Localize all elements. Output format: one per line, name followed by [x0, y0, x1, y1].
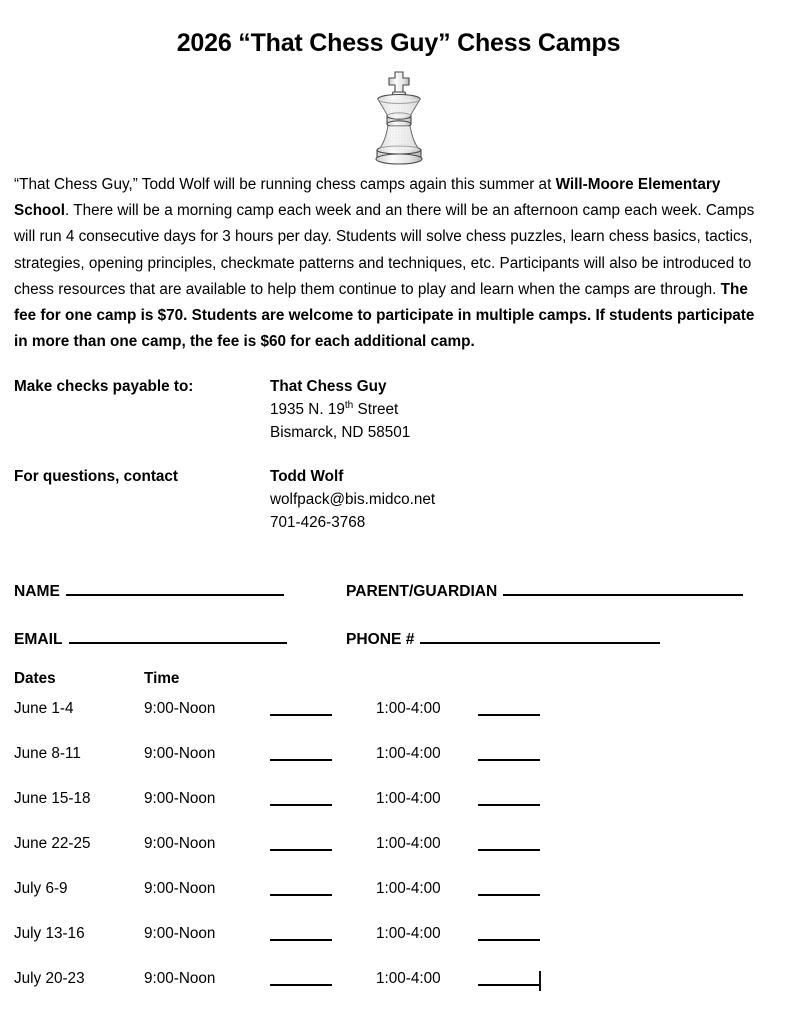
camp-dates: July 6-9 [14, 880, 68, 898]
page-title: 2026 “That Chess Guy” Chess Camps [176, 29, 621, 57]
camp-dates: July 13-16 [14, 925, 85, 943]
camp-dates: July 20-23 [14, 970, 85, 988]
schedule-row [14, 835, 797, 880]
camp-dates: June 1-4 [14, 700, 74, 718]
morning-session-time: 9:00-Noon [144, 790, 216, 808]
chess-king-illustration [0, 68, 797, 172]
camp-dates: June 15-18 [14, 790, 91, 808]
morning-signup-blank[interactable] [270, 745, 332, 766]
email-input-rule[interactable] [69, 628, 287, 643]
afternoon-signup-blank[interactable] [478, 925, 540, 946]
morning-session-time: 9:00-Noon [144, 880, 216, 898]
schedule-rows [14, 700, 797, 1015]
schedule-row [14, 700, 797, 745]
morning-signup-blank[interactable] [270, 700, 332, 721]
phone-field[interactable] [346, 628, 660, 648]
street-suffix: Street [353, 401, 399, 419]
phone-input-rule[interactable] [420, 628, 660, 643]
schedule-row [14, 925, 797, 970]
afternoon-signup-blank[interactable] [478, 970, 541, 991]
contact-label: For questions, contact [14, 468, 179, 486]
morning-signup-blank[interactable] [270, 790, 332, 811]
form-row-name [0, 580, 797, 628]
schedule-header-row [14, 670, 797, 700]
afternoon-session-time: 1:00-4:00 [376, 835, 441, 853]
afternoon-session-time: 1:00-4:00 [376, 700, 441, 718]
name-input-rule[interactable] [66, 580, 284, 595]
afternoon-session-time: 1:00-4:00 [376, 880, 441, 898]
contact-phone[interactable]: 701-426-3768 [270, 514, 366, 532]
email-label: EMAIL [14, 630, 63, 648]
camp-dates: June 22-25 [14, 835, 91, 853]
contact-email[interactable]: wolfpack@bis.midco.net [270, 491, 436, 509]
morning-session-time: 9:00-Noon [144, 835, 216, 853]
morning-session-time: 9:00-Noon [144, 745, 216, 763]
parent-guardian-field[interactable] [346, 580, 743, 600]
parent-label: PARENT/GUARDIAN [346, 582, 498, 600]
afternoon-session-time: 1:00-4:00 [376, 790, 441, 808]
intro-emphasis: Will-Moore Elementary School [14, 176, 721, 220]
morning-signup-blank[interactable] [270, 880, 332, 901]
payee-name: That Chess Guy [270, 378, 387, 396]
intro-text: “That Chess Guy,” Todd Wolf will be running chess camps again this summer at [14, 176, 556, 193]
intro-text: . There will be a morning camp each week and an there will be an afternoon camp each week. Camps will run 4 consecutive days for 3 hours per day. Students will solve chess puzzles, learn chess basics, tactics, strategies, opening principles, checkmate patterns and techniques, etc. Participants will also be introduced to chess resources that are available to help them continue to play and learn when the camps are through. [14, 202, 755, 298]
column-header-dates: Dates [14, 670, 56, 688]
payee-street [270, 398, 797, 421]
morning-signup-blank[interactable] [270, 925, 332, 946]
morning-session-time: 9:00-Noon [144, 700, 216, 718]
morning-session-time: 9:00-Noon [144, 970, 216, 988]
contact-block [0, 465, 797, 534]
name-field[interactable] [14, 580, 284, 600]
payment-block [0, 375, 797, 444]
payee-city-state-zip: Bismarck, ND 58501 [270, 424, 411, 442]
email-field[interactable] [14, 628, 287, 648]
street-number: 1935 N. 19 [270, 401, 345, 419]
contact-name: Todd Wolf [270, 468, 344, 486]
parent-input-rule[interactable] [503, 580, 743, 595]
schedule-row [14, 745, 797, 790]
afternoon-signup-blank[interactable] [478, 745, 540, 766]
afternoon-signup-blank[interactable] [478, 880, 540, 901]
column-header-time: Time [144, 670, 180, 688]
schedule-row [14, 880, 797, 925]
morning-session-time: 9:00-Noon [144, 925, 216, 943]
street-ordinal: th [344, 400, 354, 412]
afternoon-signup-blank[interactable] [478, 790, 540, 811]
phone-label: PHONE # [346, 630, 415, 648]
name-label: NAME [14, 582, 60, 600]
afternoon-session-time: 1:00-4:00 [376, 925, 441, 943]
afternoon-session-time: 1:00-4:00 [376, 745, 441, 763]
form-row-contact [0, 628, 797, 670]
afternoon-session-time: 1:00-4:00 [376, 970, 441, 988]
schedule-row [14, 970, 797, 1015]
schedule-row [14, 790, 797, 835]
text-cursor [539, 971, 541, 991]
intro-emphasis: The fee for one camp is $70. Students are welcome to participate in multiple camps. If students participate in more than one camp, the fee is $60 for each additional camp. [14, 280, 755, 351]
morning-signup-blank[interactable] [270, 835, 332, 856]
payment-label: Make checks payable to: [14, 378, 194, 396]
afternoon-signup-blank[interactable] [478, 835, 540, 856]
intro-paragraph [0, 172, 797, 355]
camp-dates: June 8-11 [14, 745, 81, 763]
camp-schedule [0, 670, 797, 1015]
afternoon-signup-blank[interactable] [478, 700, 540, 721]
morning-signup-blank[interactable] [270, 970, 332, 991]
